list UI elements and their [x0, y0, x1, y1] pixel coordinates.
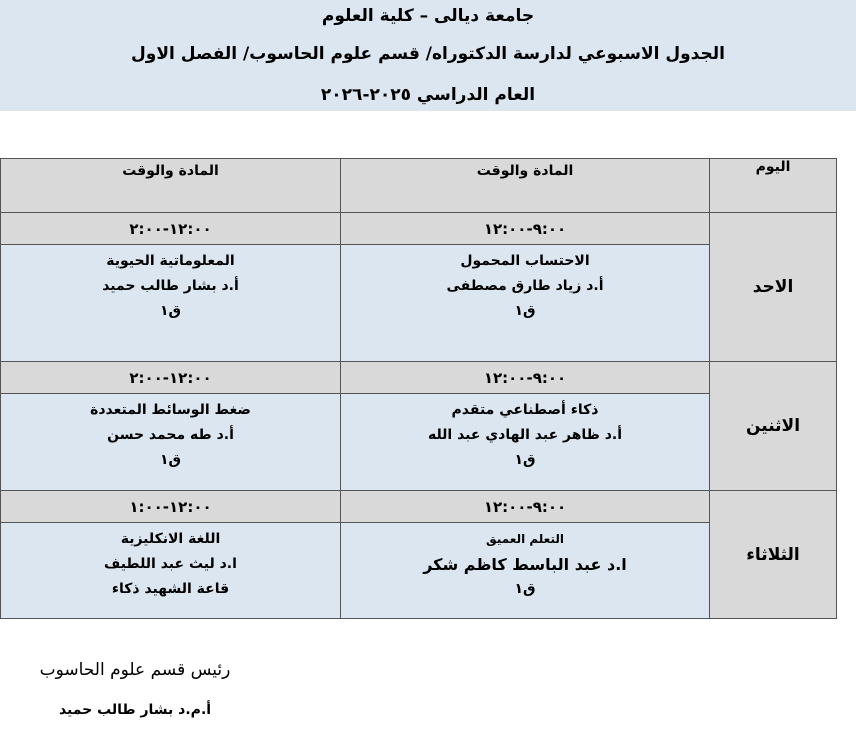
time-cell: ٩:٠٠-١٢:٠٠: [341, 491, 710, 523]
time-cell: ٩:٠٠-١٢:٠٠: [341, 362, 710, 394]
room: ق١: [514, 452, 536, 469]
header-day: اليوم: [710, 159, 837, 213]
subject-cell: [341, 244, 710, 362]
schedule-title: الجدول الاسبوعي لدارسة الدكتوراه/ قسم علوم الحاسوب/ الفصل الاول: [131, 44, 725, 64]
subject-name: ضغط الوسائط المتعددة: [90, 402, 251, 419]
teacher-name: أ.د بشار طالب حميد: [102, 277, 239, 294]
teacher-name: أ.د طه محمد حسن: [107, 427, 234, 444]
table-header-row: [1, 159, 837, 213]
subject-cell: [341, 522, 710, 618]
subject-name: التعلم العميق: [486, 531, 564, 546]
table-row: [1, 491, 837, 523]
university-name: جامعة ديالى – كلية العلوم: [321, 6, 535, 26]
teacher-name: أ.د ظاهر عبد الهادي عبد الله: [427, 427, 623, 444]
time-cell: ١٢:٠٠-٢:٠٠: [1, 362, 341, 394]
room: ق١: [159, 302, 182, 319]
header-subject-2: المادة والوقت: [1, 159, 341, 213]
academic-year: العام الدراسي ٢٠٢٥-٢٠٢٦: [320, 85, 536, 105]
signature-name: أ.م.د بشار طالب حميد: [58, 702, 212, 718]
document-header: [0, 0, 856, 111]
day-cell: الثلاثاء: [710, 491, 837, 619]
day-cell: الاحد: [710, 213, 837, 362]
teacher-name: أ.د زياد طارق مصطفى: [446, 277, 604, 294]
room: ق١: [159, 452, 182, 469]
signature-title: رئيس قسم علوم الحاسوب: [39, 660, 231, 680]
teacher-name: ا.د ليث عبد اللطيف: [104, 555, 237, 572]
schedule-table: [0, 158, 837, 619]
time-cell: ١٢:٠٠-١:٠٠: [1, 491, 341, 523]
time-cell: ٩:٠٠-١٢:٠٠: [341, 213, 710, 245]
subject-name: الاحتساب المحمول: [460, 252, 590, 269]
day-cell: الاثنين: [710, 362, 837, 491]
subject-name: ذكاء أصطناعي متقدم: [451, 402, 599, 419]
subject-name: اللغة الانكليزية: [120, 530, 221, 547]
subject-cell: [1, 244, 341, 362]
subject-cell: [1, 522, 341, 618]
header-subject-1: المادة والوقت: [341, 159, 710, 213]
time-cell: ١٢:٠٠-٢:٠٠: [1, 213, 341, 245]
table-row: [1, 362, 837, 394]
table-row: [1, 213, 837, 245]
subject-cell: [1, 394, 341, 491]
room: ق١: [514, 580, 536, 597]
subject-cell: [341, 394, 710, 491]
subject-name: المعلوماتية الحيوية: [106, 252, 235, 269]
room: ق١: [514, 302, 536, 319]
teacher-name: ا.د عبد الباسط كاظم شكر: [423, 554, 627, 574]
room: قاعة الشهيد ذكاء: [111, 580, 230, 597]
